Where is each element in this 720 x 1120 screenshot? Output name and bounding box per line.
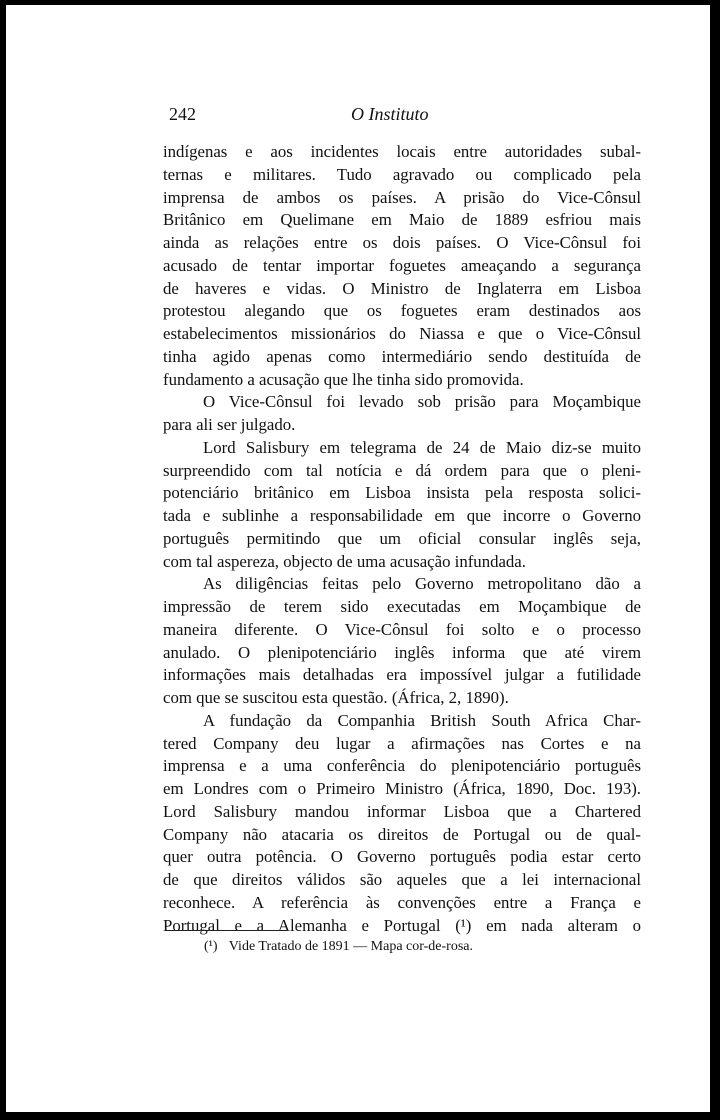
text-line: ainda as relações entre os dois países. O Vice-Cônsul foi xyxy=(163,233,641,252)
text-line: estabelecimentos missionários do Niassa e que o Vice-Cônsul xyxy=(163,324,641,343)
text-line: Lord Salisbury mandou informar Lisboa que a Chartered xyxy=(163,801,641,821)
text-line: indígenas e aos incidentes locais entre autoridades subal- xyxy=(163,142,641,161)
paragraph xyxy=(163,573,641,710)
text-line: informações mais detalhadas era impossível julgar a futilidade xyxy=(163,665,641,685)
text-line: As diligências feitas pelo Governo metropolitano dão a xyxy=(203,574,641,594)
paragraph xyxy=(163,437,641,574)
text-line: maneira diferente. O Vice-Cônsul foi solto e o processo xyxy=(163,619,641,639)
page-number: 242 xyxy=(169,104,196,124)
paragraph xyxy=(163,710,641,938)
text-line: português permitindo que um oficial consular inglês seja, xyxy=(163,528,641,548)
text-line: surpreendido com tal notícia e dá ordem para que o pleni- xyxy=(163,460,641,480)
text-line: reconhece. A referência às convenções entre a França e xyxy=(163,892,641,912)
body-text xyxy=(163,141,641,937)
footnote-text: Vide Tratado de 1891 — Mapa cor-de-rosa. xyxy=(228,939,473,954)
page-header xyxy=(169,104,647,128)
footnote-divider xyxy=(166,930,288,931)
text-line: em Londres com o Primeiro Ministro (África, 1890, Doc. 193). xyxy=(163,779,641,798)
text-line: com que se suscitou esta questão. (África, 2, 1890). xyxy=(163,688,509,707)
text-line: com tal aspereza, objecto de uma acusação infundada. xyxy=(163,551,526,571)
text-line: acusado de tentar importar foguetes ameaçando a segurança xyxy=(163,255,641,275)
text-line: quer outra potência. O Governo português podia estar certo xyxy=(163,847,641,867)
paragraph xyxy=(163,391,641,437)
text-line: ternas e militares. Tudo agravado ou complicado pela xyxy=(163,164,641,184)
footnote-marker: (¹) xyxy=(204,939,218,954)
text-line: fundamento a acusação que lhe tinha sido promovida. xyxy=(163,369,524,389)
text-line: para ali ser julgado. xyxy=(163,415,296,434)
text-line: anulado. O plenipotenciário inglês informa que até virem xyxy=(163,642,641,662)
text-line: impressão de terem sido executadas em Moçambique de xyxy=(163,597,641,616)
text-line: Company não atacaria os direitos de Portugal ou de qual- xyxy=(163,824,641,844)
text-line: Portugal e a Alemanha e Portugal (¹) em nada alteram o xyxy=(163,915,641,935)
text-line: de que direitos válidos são aqueles que a lei internacional xyxy=(163,870,641,889)
text-line: imprensa de ambos os países. A prisão do Vice-Cônsul xyxy=(163,187,641,207)
text-line: de haveres e vidas. O Ministro de Inglaterra em Lisboa xyxy=(163,278,641,298)
text-line: A fundação da Companhia British South Africa Char- xyxy=(203,710,641,730)
text-line: imprensa e a uma conferência do plenipotenciário português xyxy=(163,756,641,776)
running-title: O Instituto xyxy=(351,104,429,124)
text-line: protestou alegando que os foguetes eram destinados aos xyxy=(163,301,641,321)
text-line: O Vice-Cônsul foi levado sob prisão para Moçambique xyxy=(203,392,641,412)
text-line: tada e sublinhe a responsabilidade em que incorre o Governo xyxy=(163,506,641,525)
text-line: potenciário britânico em Lisboa insista pela resposta solici- xyxy=(163,483,641,503)
text-line: Britânico em Quelimane em Maio de 1889 esfriou mais xyxy=(163,210,641,230)
text-line: tered Company deu lugar a afirmações nas Cortes e na xyxy=(163,733,641,753)
text-line: tinha agido apenas como intermediário sendo destituída de xyxy=(163,346,641,366)
footnote xyxy=(204,939,473,955)
text-line: Lord Salisbury em telegrama de 24 de Maio diz-se muito xyxy=(203,437,641,457)
paragraph xyxy=(163,141,641,391)
